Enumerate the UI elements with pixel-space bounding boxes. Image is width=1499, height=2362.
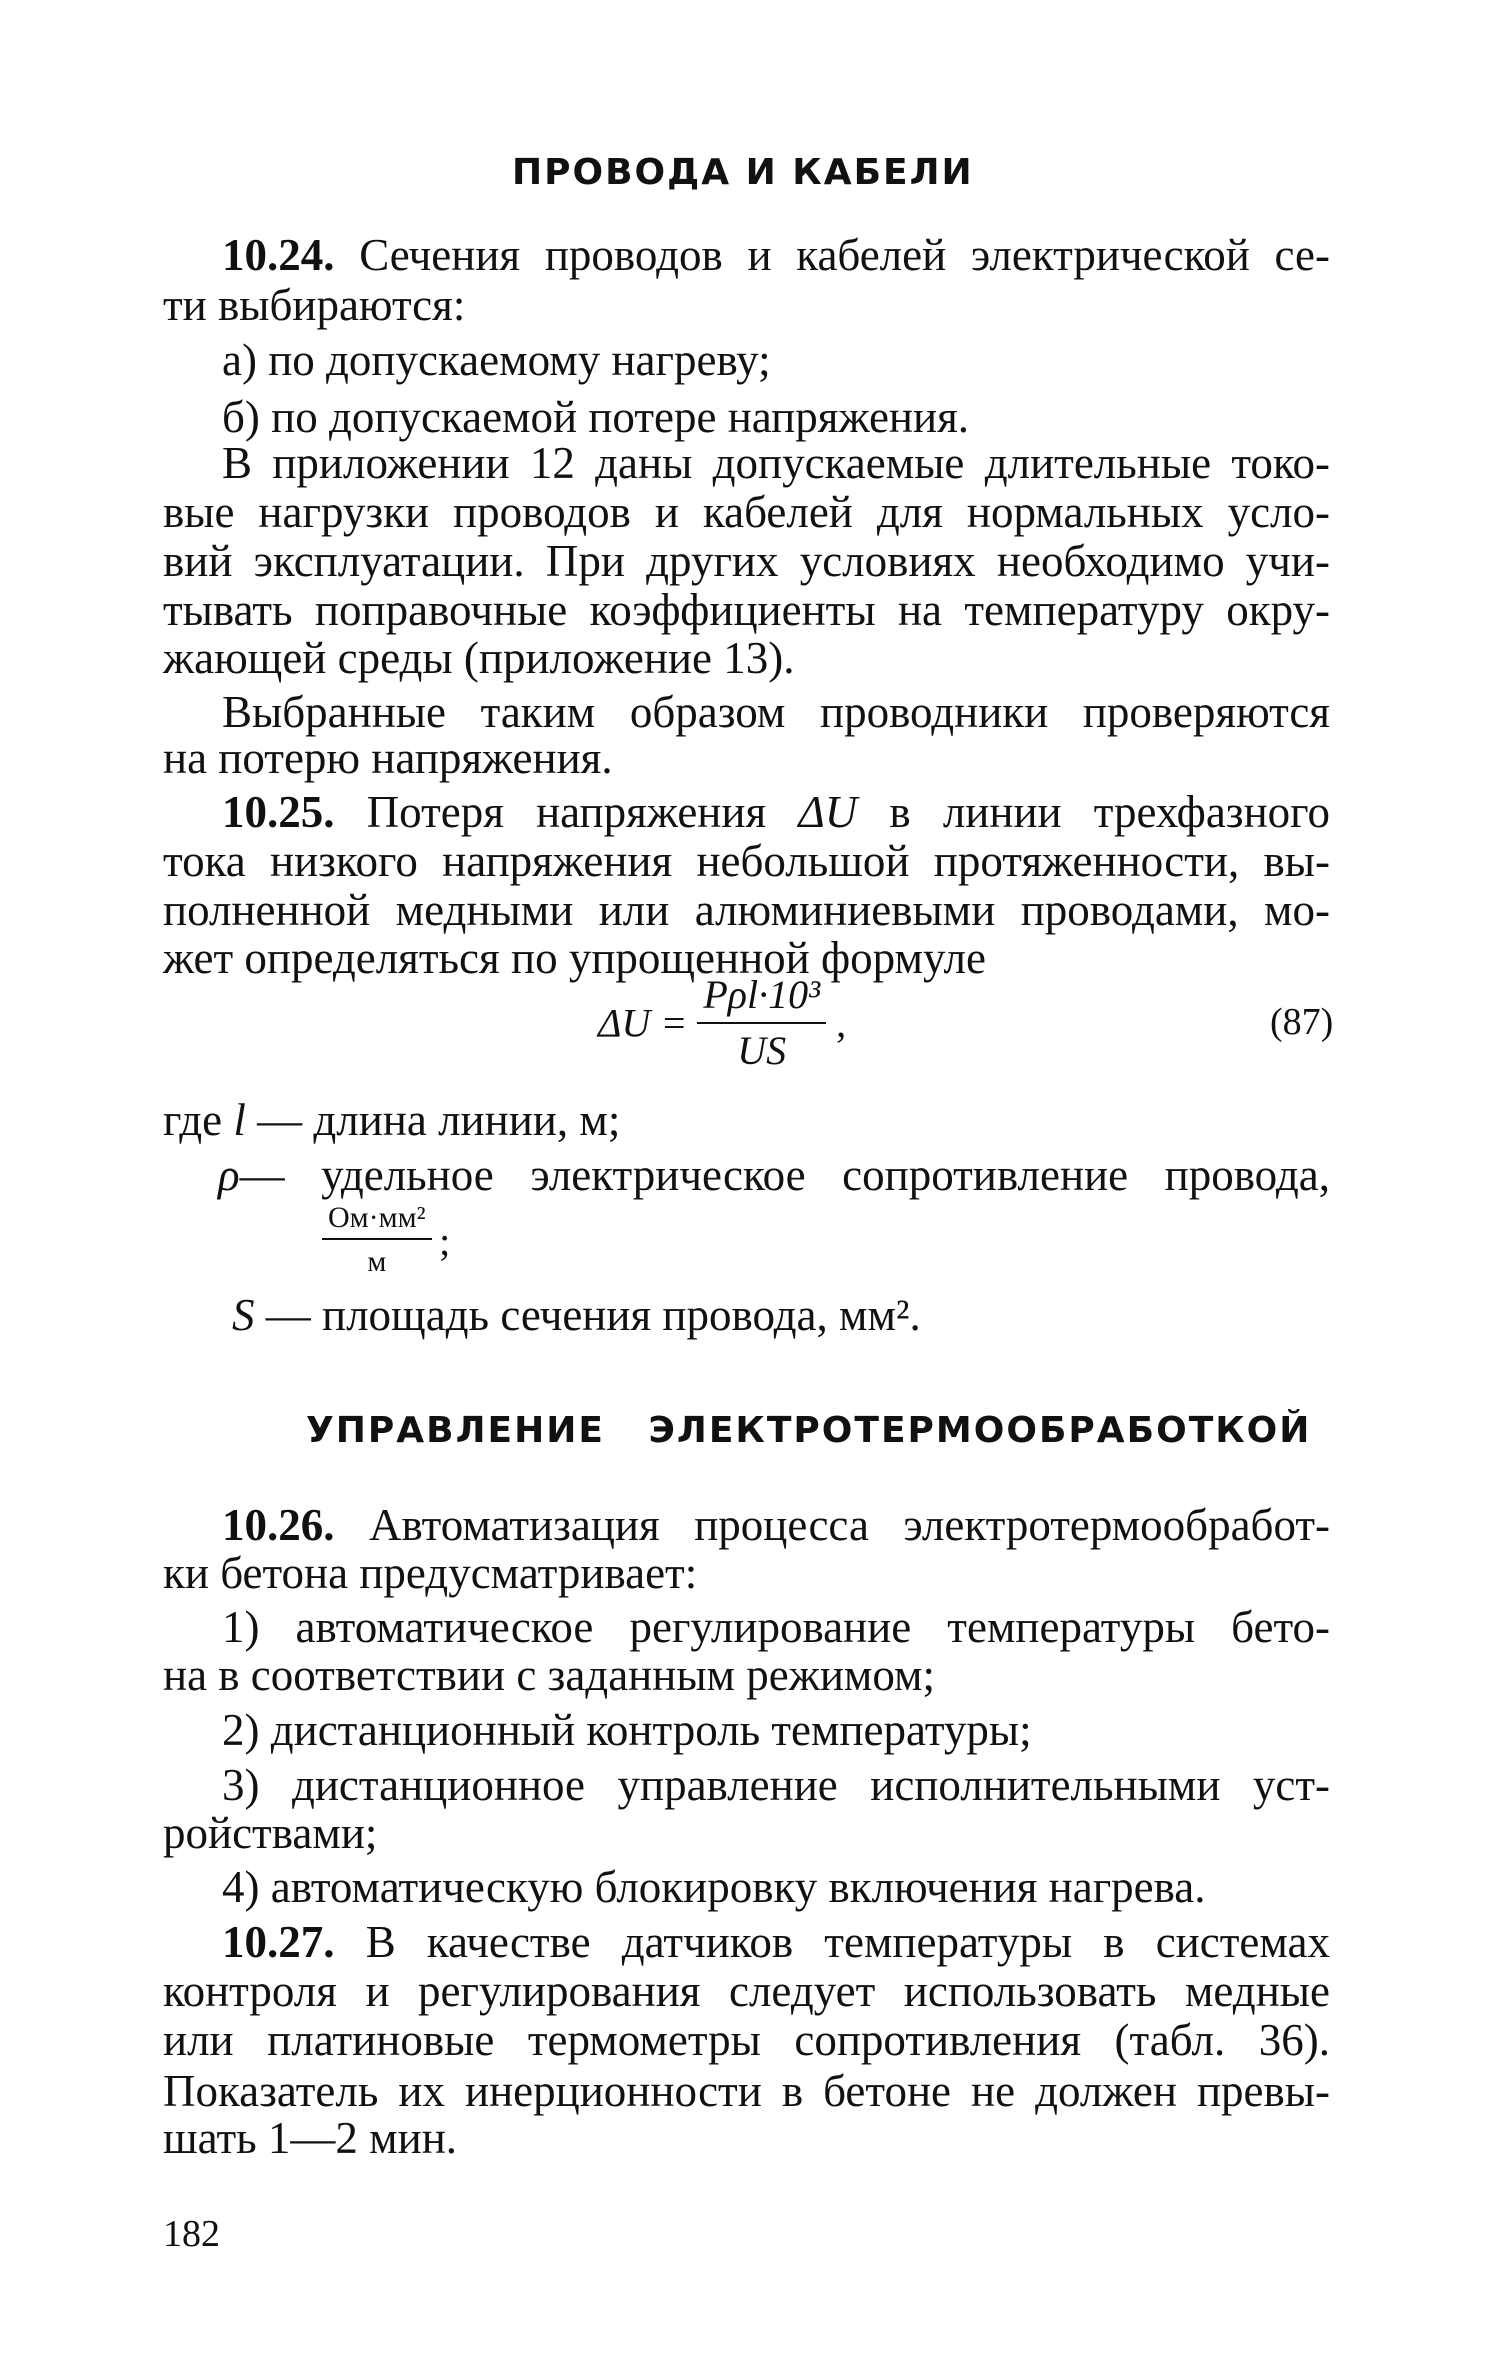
formula-lhs: ΔU = <box>598 1000 688 1046</box>
paragraph-10-27-line-1: 10.27. В качестве датчиков температуры в системах <box>222 1917 1330 1967</box>
list-item-3-line-1: 3) дистанционное управление исполнительными уст- <box>222 1760 1330 1810</box>
list-item-3-line-2: ройствами; <box>163 1808 378 1858</box>
page-number: 182 <box>163 2213 220 2255</box>
paragraph-number: 10.26. <box>222 1500 335 1550</box>
rho-unit-numerator: Ом·мм² <box>322 1198 432 1240</box>
legend-rho: ρ— удельное электрическое сопротивление провода, <box>218 1150 1330 1200</box>
list-item-1-line-2: на в соответствии с заданным режимом; <box>163 1650 936 1700</box>
legend-l: где l — длина линии, м; <box>163 1095 621 1145</box>
list-item-1-line-1: 1) автоматическое регулирование температуры бето- <box>222 1602 1330 1652</box>
paragraph-10-27-line-3: или платиновые термометры сопротивления (табл. 36). <box>163 2015 1330 2065</box>
paragraph-10-26-line-2: ки бетона предусматривает: <box>163 1548 698 1598</box>
paragraph-10-24-line-2: ти выбираются: <box>163 280 466 330</box>
legend-where: где <box>163 1095 223 1145</box>
formula-fraction <box>697 968 826 1078</box>
formula-denominator: US <box>737 1028 787 1073</box>
rho-unit-denominator: м <box>367 1245 387 1278</box>
paragraph-number: 10.27. <box>222 1917 335 1967</box>
formula-numerator: Pρl·10³ <box>697 968 826 1024</box>
formula-number: (87) <box>1270 1001 1334 1043</box>
paragraph-number: 10.24. <box>222 230 335 280</box>
paragraph-10-26-line-1: 10.26. Автоматизация процесса электротермообработ- <box>222 1500 1331 1550</box>
paragraph-appendix-line-5: жающей среды (приложение 13). <box>163 633 795 683</box>
paragraph-10-25-line-3: полненной медными или алюминиевыми проводами, мо- <box>163 885 1330 935</box>
legend-s: S — площадь сечения провода, мм². <box>232 1290 921 1340</box>
paragraph-10-25-line-1: 10.25. Потеря напряжения ΔU в линии трехфазного <box>222 787 1330 837</box>
paragraph-10-24-line-1: 10.24. Сечения проводов и кабелей электрической се- <box>222 230 1330 280</box>
paragraph-10-27-line-4: Показатель их инерционности в бетоне не должен превы- <box>163 2066 1330 2116</box>
paragraph-appendix-line-1: В приложении 12 даны допускаемые длительные токо- <box>222 438 1330 488</box>
delta-u-symbol: ΔU <box>798 787 858 837</box>
paragraph-number: 10.25. <box>222 787 335 837</box>
list-item-2: 2) дистанционный контроль температуры; <box>222 1705 1032 1755</box>
paragraph-10-27-line-2: контроля и регулирования следует использовать медные <box>163 1966 1330 2016</box>
paragraph-chosen-line-2: на потерю напряжения. <box>163 733 613 783</box>
paragraph-10-27-line-5: шать 1—2 мин. <box>163 2113 458 2163</box>
legend-s-symbol: S <box>232 1290 255 1340</box>
section-title-electrothermal-control: УПРАВЛЕНИЕ ЭЛЕКТРОТЕРМООБРАБОТКОЙ <box>306 1410 1312 1451</box>
rho-unit-fraction <box>322 1198 432 1284</box>
legend-rho-symbol: ρ <box>218 1150 240 1200</box>
legend-l-symbol: l <box>233 1095 246 1145</box>
formula-87 <box>598 968 846 1078</box>
list-item-b: б) по допускаемой потере напряжения. <box>222 392 970 442</box>
section-title-wires-cables: ПРОВОДА И КАБЕЛИ <box>512 152 974 193</box>
rho-unit-semicolon: ; <box>439 1218 451 1264</box>
paragraph-10-25-line-2: тока низкого напряжения небольшой протяженности, вы- <box>163 836 1330 886</box>
paragraph-appendix-line-4: тывать поправочные коэффициенты на температуру окру- <box>163 585 1330 635</box>
paragraph-appendix-line-3: вий эксплуатации. При других условиях необходимо учи- <box>163 536 1330 586</box>
paragraph-10-25-line-4: жет определяться по упрощенной формуле <box>163 933 986 983</box>
formula-comma: , <box>836 1000 847 1046</box>
legend-rho-unit <box>322 1198 450 1284</box>
paragraph-appendix-line-2: вые нагрузки проводов и кабелей для нормальных усло- <box>163 487 1330 537</box>
list-item-a: а) по допускаемому нагреву; <box>222 335 771 385</box>
paragraph-chosen-line-1: Выбранные таким образом проводники проверяются <box>222 687 1330 737</box>
list-item-4: 4) автоматическую блокировку включения нагрева. <box>222 1862 1206 1912</box>
